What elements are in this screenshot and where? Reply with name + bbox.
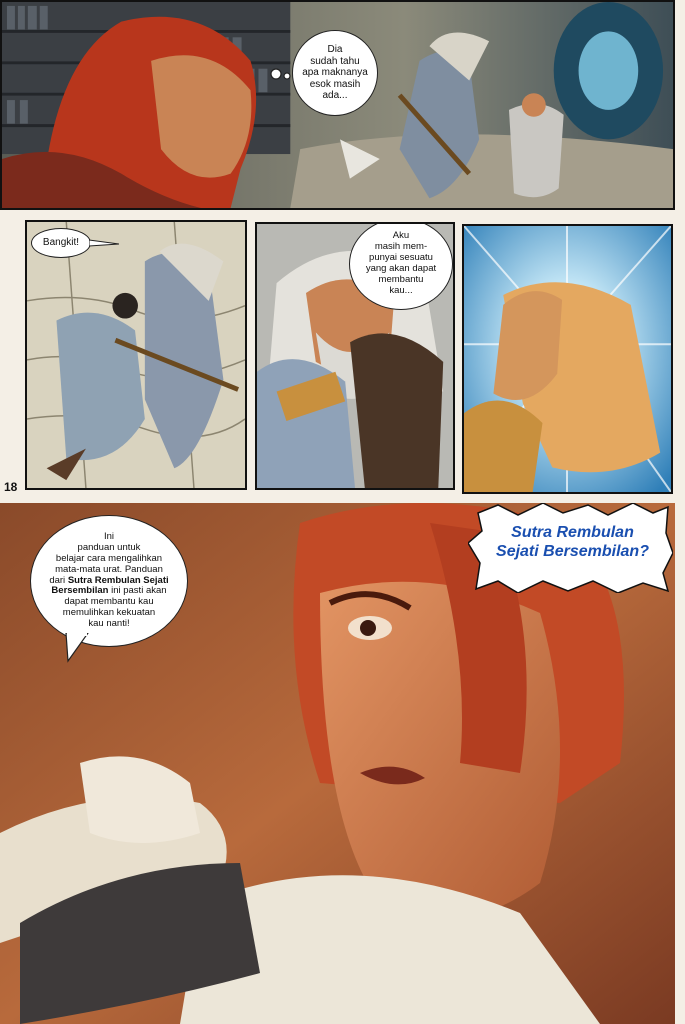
panel-5 [0,503,675,1024]
bubble-3-line: kau... [389,284,413,296]
bubble-5-text: ini pasti akan [108,585,167,597]
bubble-5-line: panduan untuk [77,541,141,553]
bubble-5-line: kau nanti! [88,618,130,630]
bubble-5-line: Ini [103,530,115,542]
bubble-1-line: apa maknanya [302,67,368,79]
speech-bubble-2 [31,228,91,258]
bubble-1-line: sudah tahu [310,55,360,67]
panel-4-art [464,226,671,492]
panel-3 [255,222,455,490]
shout-line: Sejati Bersembilan? [496,543,649,561]
bubble-2-tail [89,238,119,248]
bubble-1-line: Dia [327,44,343,56]
bubble-3-line: membantu [378,273,424,285]
bubble-5-line: belajar cara mengalihkan [55,552,163,564]
bubble-1-line: esok masih [309,78,361,90]
page-number: 18 [4,480,18,494]
panel-4 [462,224,673,494]
bubble-3-line: masih mem- [374,241,428,253]
shout-line: Sutra Rembulan [511,524,634,541]
bubble-3-line: Aku [392,230,410,242]
bubble-3-line: punyai sesuatu [369,252,433,264]
panel-2-art [27,222,245,488]
speech-bubble-1 [292,30,378,116]
bubble-5-line: memulihkan kekuatan [62,607,156,619]
panel-2 [25,220,247,490]
bubble-1-tail [268,64,296,86]
bubble-5-tail [62,633,92,663]
bubble-5-text: dari [49,574,68,586]
speech-bubble-3 [349,222,453,310]
shout-text [485,523,660,561]
bubble-5-bold: Sutra Rembulan Sejati [67,574,169,586]
bubble-5-line: dapat membantu kau [64,596,154,608]
bubble-5-bold: Bersembilan [51,585,109,597]
bubble-5-line: mata-mata urat. Panduan [55,563,163,575]
panel-1 [0,0,675,210]
bubble-1-line: ada... [322,90,348,102]
bubble-2-text: Bangkit! [42,237,80,249]
bubble-3-line: yang akan dapat [365,263,437,274]
speech-bubble-5 [30,515,188,647]
